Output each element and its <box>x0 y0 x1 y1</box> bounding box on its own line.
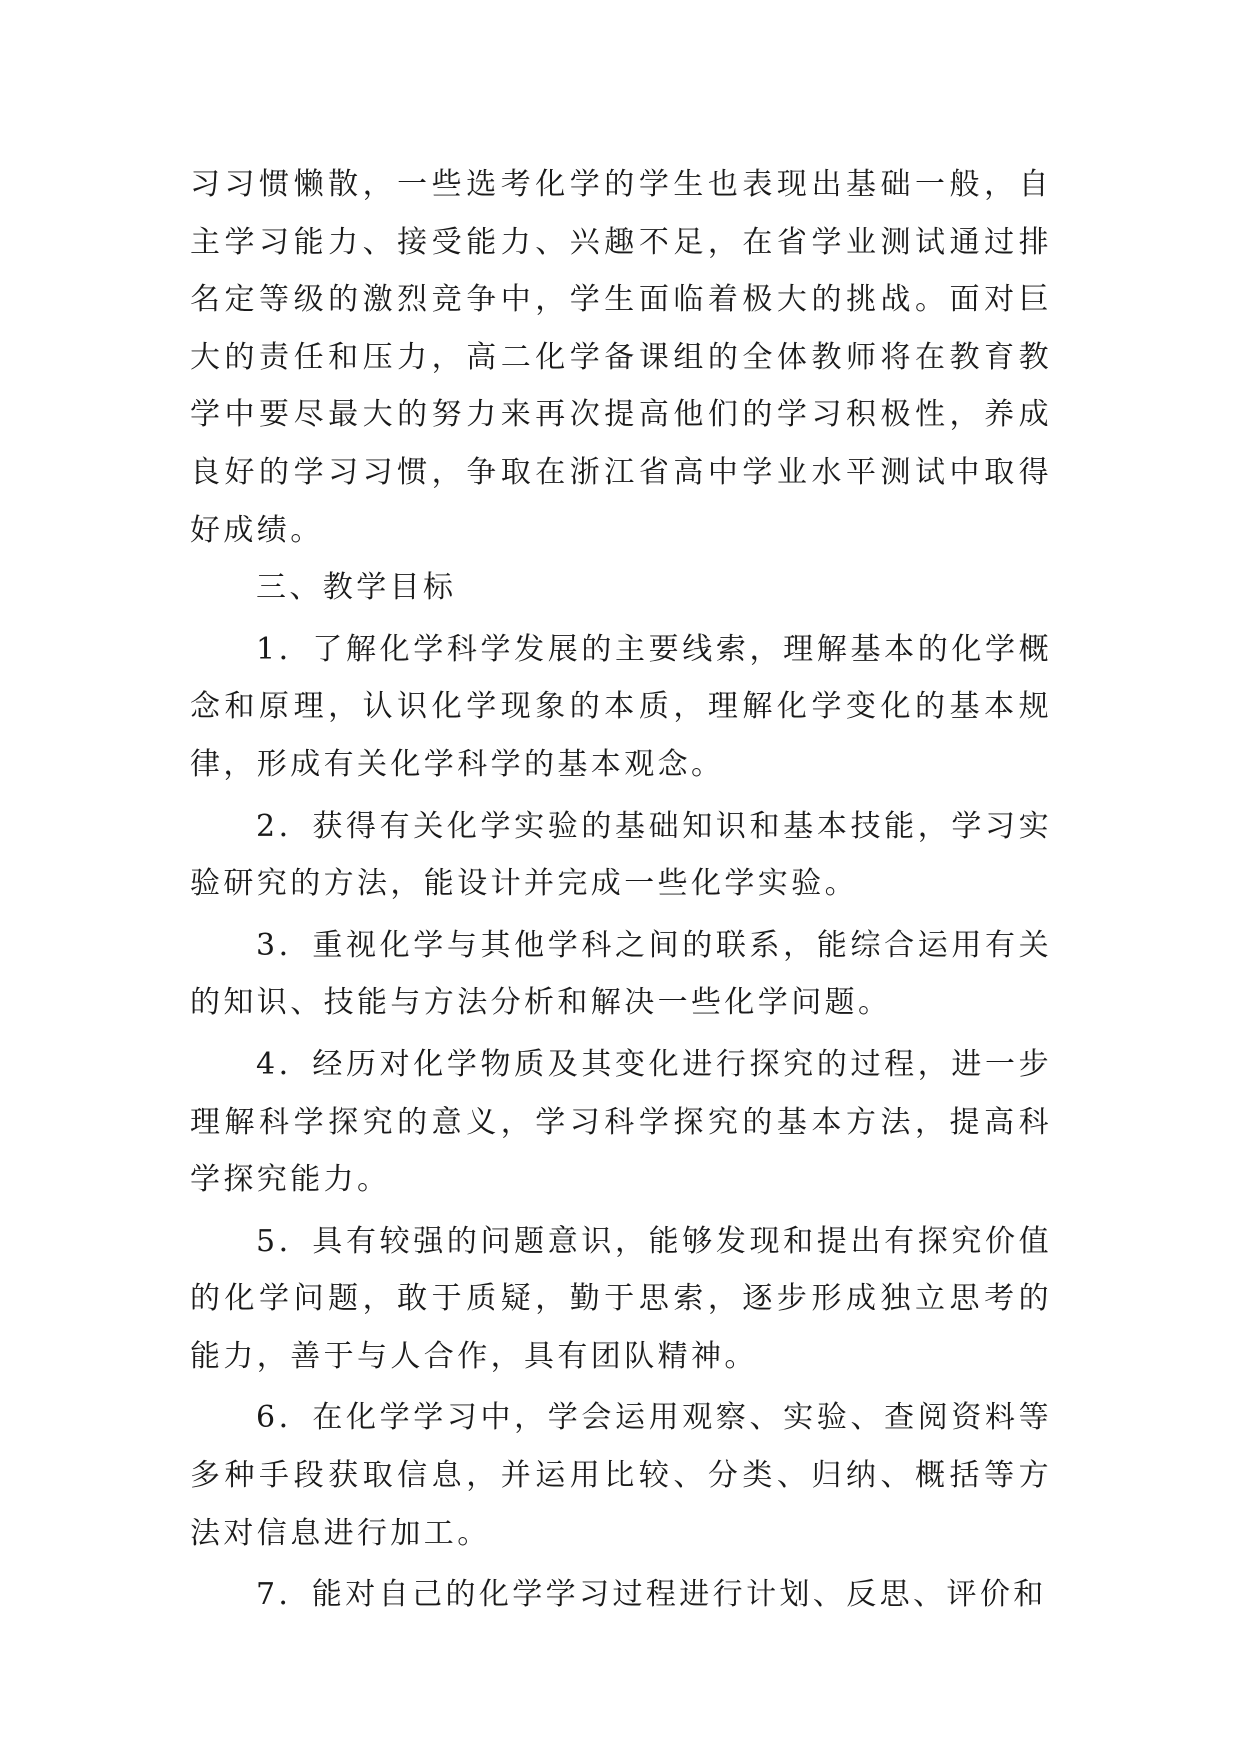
objective-item-6: 6．在化学学习中，学会运用观察、实验、查阅资料等多种手段获取信息，并运用比较、分类、归纳、概括等方法对信息进行加工。 <box>190 1400 1052 1551</box>
continuation-paragraph: 习习惯懒散，一些选考化学的学生也表现出基础一般，自主学习能力、接受能力、兴趣不足，在省学业测试通过排名定等级的激烈竞争中，学生面临着极大的挑战。面对巨大的责任和压力，高二化学备课组的全体教师将在教育教学中要尽最大的努力来再次提高他们的学习积极性，养成良好的学习习惯，争取在浙江省高中学业水平测试中取得好成绩。 <box>190 167 1052 548</box>
objective-item-3: 3．重视化学与其他学科之间的联系，能综合运用有关的知识、技能与方法分析和解决一些化学问题。 <box>190 927 1052 1021</box>
document-page <box>190 156 1052 1624</box>
objective-item-7: 7．能对自己的化学学习过程进行计划、反思、评价和 <box>256 1577 1047 1613</box>
objective-item-2: 2．获得有关化学实验的基础知识和基本技能，学习实验研究的方法，能设计并完成一些化学实验。 <box>190 808 1052 902</box>
section-heading: 三、教学目标 <box>256 570 457 606</box>
objective-item-5: 5．具有较强的问题意识，能够发现和提出有探究价值的化学问题，敢于质疑，勤于思索，逐步形成独立思考的能力，善于与人合作，具有团队精神。 <box>190 1223 1052 1374</box>
objective-item-4: 4．经历对化学物质及其变化进行探究的过程，进一步理解科学探究的意义，学习科学探究的基本方法，提高科学探究能力。 <box>190 1046 1052 1198</box>
objective-item-1: 1．了解化学科学发展的主要线索，理解基本的化学概念和原理，认识化学现象的本质，理解化学变化的基本规律，形成有关化学科学的基本观念。 <box>190 631 1052 782</box>
